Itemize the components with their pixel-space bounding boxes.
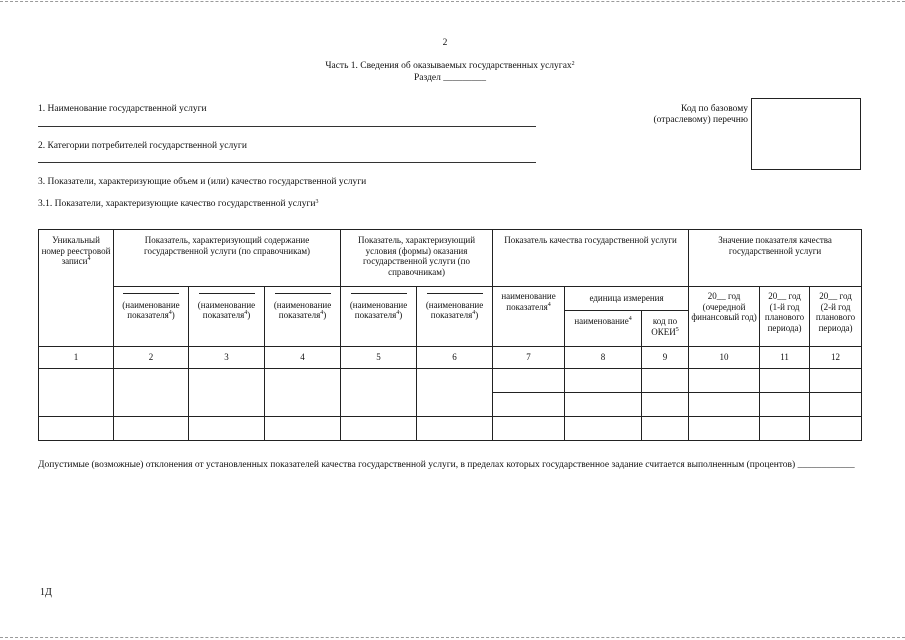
table-cell[interactable] — [189, 417, 265, 441]
table-cell[interactable] — [39, 417, 114, 441]
scan-edge-bottom — [0, 637, 905, 638]
header-okei-code: код по ОКЕИ$^5$ — [642, 311, 689, 347]
column-numbers-row — [39, 347, 862, 369]
col-number: 1 — [39, 347, 114, 369]
table-cell[interactable] — [39, 369, 114, 417]
indicators-label: 3. Показатели, характеризующие объем и (или) качество государственной услуги — [38, 177, 367, 187]
table-cell[interactable] — [114, 369, 189, 417]
table-cell[interactable] — [417, 417, 493, 441]
section-line: Раздел _________ — [414, 73, 486, 83]
service-name-label: 1. Наименование государственной услуги — [38, 104, 207, 114]
header-year-2: 20__ год (1-й год планового периода) — [760, 287, 810, 347]
header-conditions-name-1: (наименование показателя$^4$) — [341, 287, 417, 347]
col-number: 11 — [760, 347, 810, 369]
col-number: 3 — [189, 347, 265, 369]
table-cell[interactable] — [689, 417, 760, 441]
table-cell[interactable] — [760, 417, 810, 441]
table-cell[interactable] — [341, 369, 417, 417]
deviation-blank[interactable]: ____________ — [797, 460, 855, 470]
table-cell[interactable] — [689, 369, 760, 393]
table-cell[interactable] — [642, 369, 689, 393]
code-label: Код по базовому (отраслевому) перечню — [653, 104, 748, 125]
section-blank[interactable]: _________ — [443, 73, 486, 83]
table-row — [39, 369, 862, 393]
table-cell[interactable] — [642, 417, 689, 441]
col-number: 4 — [265, 347, 341, 369]
col-number: 2 — [114, 347, 189, 369]
header-unit: единица измерения — [565, 287, 689, 311]
col-number: 12 — [810, 347, 862, 369]
table-cell[interactable] — [760, 369, 810, 393]
table-cell[interactable] — [493, 393, 565, 417]
part-title: Часть 1. Сведения об оказываемых государственных услугах$^2$ — [325, 61, 575, 71]
header-content-name-3: (наименование показателя$^4$) — [265, 287, 341, 347]
table-cell[interactable] — [810, 393, 862, 417]
header-value-group: Значение показателя качества государственной услуги — [689, 230, 862, 287]
header-quality-name: наименование показателя$^4$ — [493, 287, 565, 347]
header-quality-group: Показатель качества государственной услуги — [493, 230, 689, 287]
col-number: 7 — [493, 347, 565, 369]
table-cell[interactable] — [810, 369, 862, 393]
col-number: 9 — [642, 347, 689, 369]
header-year-3: 20__ год (2-й год планового периода) — [810, 287, 862, 347]
header-content-group: Показатель, характеризующий содержание государственной услуги (по справочникам) — [114, 230, 341, 287]
col-number: 6 — [417, 347, 493, 369]
header-unique-number: Уникальный номер реестровой записи$^4$ — [39, 230, 114, 347]
header-content-name-1: (наименование показателя$^4$) — [114, 287, 189, 347]
quality-indicators-label: 3.1. Показатели, характеризующие качество государственной услуги$^3$ — [38, 199, 319, 209]
header-content-name-2: (наименование показателя$^4$) — [189, 287, 265, 347]
scan-edge-top — [0, 1, 905, 2]
table-cell[interactable] — [642, 393, 689, 417]
table-cell[interactable] — [810, 417, 862, 441]
header-unit-name: наименование$^4$ — [565, 311, 642, 347]
service-name-line[interactable] — [38, 126, 536, 127]
header-year-1: 20__ год (очередной финансовый год) — [689, 287, 760, 347]
header-conditions-name-2: (наименование показателя$^4$) — [417, 287, 493, 347]
table-cell[interactable] — [565, 393, 642, 417]
table-cell[interactable] — [265, 417, 341, 441]
col-number: 8 — [565, 347, 642, 369]
quality-indicators-table — [38, 229, 862, 441]
table-cell[interactable] — [760, 393, 810, 417]
page-number: 2 — [442, 38, 448, 48]
consumers-line[interactable] — [38, 162, 536, 163]
table-cell[interactable] — [189, 369, 265, 417]
table-cell[interactable] — [114, 417, 189, 441]
header-conditions-group: Показатель, характеризующий условия (формы) оказания государственной услуги (по справочникам) — [341, 230, 493, 287]
table-row — [39, 417, 862, 441]
table-cell[interactable] — [565, 369, 642, 393]
table-cell[interactable] — [565, 417, 642, 441]
table-cell[interactable] — [493, 369, 565, 393]
table-cell[interactable] — [417, 369, 493, 417]
code-box[interactable] — [751, 98, 861, 170]
deviation-note: Допустимые (возможные) отклонения от установленных показателей качества государственной услуги, в пределах которых государственное задание считается выполненным (процентов) ____________ — [38, 460, 855, 470]
consumers-label: 2. Категории потребителей государственной услуги — [38, 141, 247, 151]
page-code: 1Д — [40, 587, 52, 598]
table-cell[interactable] — [493, 417, 565, 441]
table-cell[interactable] — [341, 417, 417, 441]
table-cell[interactable] — [689, 393, 760, 417]
col-number: 10 — [689, 347, 760, 369]
col-number: 5 — [341, 347, 417, 369]
table-cell[interactable] — [265, 369, 341, 417]
